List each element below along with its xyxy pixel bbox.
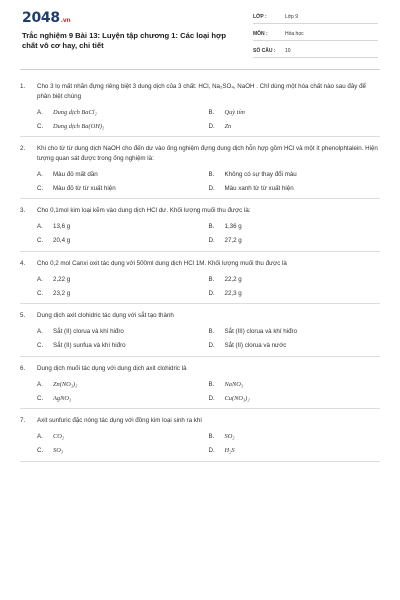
question-1 bbox=[20, 78, 380, 137]
question-text bbox=[20, 144, 380, 163]
answer-option[interactable] bbox=[37, 444, 209, 458]
option-text: 23,2 g bbox=[53, 289, 71, 297]
option-letter: C. bbox=[37, 394, 44, 402]
question-body: Cho 3 lọ mất nhãn đựng riêng biệt 3 dung dịch của 3 chất: HCl, Na₂SO₄, NaOH . Chỉ dùng một hóa chất nào sau đây để phân biệt chúng bbox=[37, 83, 366, 100]
answer-option[interactable] bbox=[209, 220, 381, 234]
question-number: 2. bbox=[20, 145, 26, 152]
answer-option[interactable] bbox=[209, 377, 381, 391]
meta-info bbox=[253, 11, 378, 62]
answer-option[interactable] bbox=[37, 286, 209, 300]
option-letter: A. bbox=[37, 275, 43, 283]
option-text: 13,6 g bbox=[53, 223, 71, 230]
answer-option[interactable] bbox=[209, 430, 381, 444]
option-text: Không có sự thay đổi màu bbox=[224, 170, 297, 178]
question-text bbox=[20, 206, 380, 216]
question-number: 4. bbox=[20, 259, 26, 267]
answer-option[interactable] bbox=[37, 234, 209, 248]
option-text: Cu(NO₃)₂ bbox=[224, 394, 250, 402]
option-letter: B. bbox=[208, 223, 215, 230]
option-letter: B. bbox=[208, 275, 215, 283]
option-letter: C. bbox=[37, 342, 44, 349]
option-text: Sắt (II) clorua và khí hiđro bbox=[53, 328, 124, 335]
answer-option[interactable] bbox=[209, 167, 381, 181]
question-number: 7. bbox=[20, 417, 26, 424]
option-text: NaNO₃ bbox=[224, 380, 244, 388]
question-7 bbox=[20, 409, 380, 462]
option-letter: B. bbox=[208, 108, 215, 116]
option-letter: C. bbox=[37, 447, 44, 454]
answer-option[interactable] bbox=[37, 220, 209, 234]
answer-option[interactable] bbox=[209, 444, 381, 458]
option-text: 22,3 g bbox=[224, 289, 242, 297]
header-divider bbox=[20, 69, 380, 70]
answer-options bbox=[20, 220, 380, 248]
option-letter: D. bbox=[208, 289, 215, 297]
question-number: 3. bbox=[20, 207, 26, 214]
answer-options bbox=[20, 167, 380, 195]
option-text: Dung dịch Ba(OH)₂ bbox=[53, 122, 105, 130]
option-letter: D. bbox=[208, 184, 215, 192]
question-6 bbox=[20, 357, 380, 410]
question-text bbox=[20, 82, 380, 101]
option-letter: A. bbox=[37, 223, 43, 230]
question-3 bbox=[20, 199, 380, 252]
question-body: Axit sunfuric đặc nóng tác dụng với đồng kim loại sinh ra khí bbox=[37, 417, 203, 424]
option-text: Quỳ tím bbox=[224, 108, 245, 116]
question-text bbox=[20, 311, 380, 321]
answer-option[interactable] bbox=[37, 272, 209, 286]
answer-option[interactable] bbox=[209, 234, 381, 248]
option-text: Màu xanh từ từ xuất hiện bbox=[224, 184, 294, 192]
option-letter: A. bbox=[37, 433, 43, 440]
option-text: Sắt (III) clorua và khí hiđro bbox=[224, 328, 298, 335]
answer-option[interactable] bbox=[209, 105, 381, 119]
question-2 bbox=[20, 137, 380, 199]
option-text: SO₂ bbox=[224, 433, 235, 440]
option-letter: A. bbox=[37, 380, 43, 388]
option-text: AgNO₃ bbox=[53, 394, 72, 402]
meta-key: SỐ CÂU : bbox=[253, 48, 276, 54]
option-text: Sắt (II) clorua và nước bbox=[224, 342, 287, 349]
question-5 bbox=[20, 304, 380, 357]
site-logo[interactable] bbox=[22, 10, 70, 26]
answer-options bbox=[20, 105, 380, 133]
option-letter: C. bbox=[37, 122, 44, 130]
option-letter: A. bbox=[37, 170, 43, 178]
option-letter: D. bbox=[208, 342, 215, 349]
answer-options bbox=[20, 430, 380, 458]
option-text: Zn(NO₃)₂ bbox=[53, 380, 78, 388]
option-letter: C. bbox=[37, 237, 44, 244]
question-text bbox=[20, 416, 380, 426]
answer-option[interactable] bbox=[37, 105, 209, 119]
answer-option[interactable] bbox=[37, 430, 209, 444]
option-text: CO₂ bbox=[53, 433, 65, 440]
meta-row-grade bbox=[253, 11, 378, 24]
option-letter: D. bbox=[208, 237, 215, 244]
page-title: Trắc nghiệm 9 Bài 13: Luyện tập chương 1: Các loại hợp chất vô cơ hay, chi tiết bbox=[22, 31, 227, 50]
question-number: 1. bbox=[20, 83, 26, 90]
question-number: 6. bbox=[20, 364, 26, 372]
answer-option[interactable] bbox=[209, 391, 381, 405]
option-letter: B. bbox=[208, 433, 215, 440]
meta-key: MÔN : bbox=[253, 31, 268, 37]
meta-row-count bbox=[253, 45, 378, 58]
option-text: H₂S bbox=[224, 447, 235, 454]
logo-suffix: .vn bbox=[60, 17, 71, 24]
option-letter: D. bbox=[208, 122, 215, 130]
answer-option[interactable] bbox=[209, 286, 381, 300]
option-text: 27,2 g bbox=[224, 237, 242, 244]
answer-option[interactable] bbox=[37, 377, 209, 391]
meta-value: 10 bbox=[285, 48, 291, 54]
answer-option[interactable] bbox=[37, 167, 209, 181]
meta-key: LỚP : bbox=[253, 14, 267, 20]
answer-option[interactable] bbox=[209, 181, 381, 195]
question-body: Khi cho từ từ dung dịch NaOH cho đến dư vào ống nghiệm đựng dung dịch hỗn hợp gồm HCl và một ít phenolphtalein. Hiện tượng quan sát được trong ống nghiệm là: bbox=[37, 145, 378, 162]
option-letter: B. bbox=[208, 328, 215, 335]
meta-row-subject bbox=[253, 28, 378, 41]
question-body: Cho 0,2 mol Canxi oxit tác dụng với 500ml dung dịch HCl 1M. Khối lượng muối thu được là bbox=[37, 259, 287, 267]
meta-value: Hóa học bbox=[285, 31, 304, 37]
answer-option[interactable] bbox=[209, 325, 381, 339]
answer-option[interactable] bbox=[37, 325, 209, 339]
meta-value: Lớp 9 bbox=[285, 14, 299, 20]
option-text: 20,4 g bbox=[53, 237, 71, 244]
answer-option[interactable] bbox=[37, 339, 209, 353]
question-4 bbox=[20, 252, 380, 305]
answer-option[interactable] bbox=[37, 391, 209, 405]
option-letter: D. bbox=[208, 447, 215, 454]
question-body: Dung dịch muối tác dụng với dung dịch axit clohidric là bbox=[37, 364, 187, 372]
option-letter: C. bbox=[37, 289, 44, 297]
option-letter: B. bbox=[208, 170, 215, 178]
question-list bbox=[0, 78, 400, 462]
answer-options bbox=[20, 325, 380, 353]
option-text: Sắt (II) sunfua và khí hiđro bbox=[53, 342, 126, 349]
answer-option[interactable] bbox=[37, 119, 209, 133]
answer-options bbox=[20, 272, 380, 300]
answer-options bbox=[20, 377, 380, 405]
option-text: 1,36 g bbox=[224, 223, 242, 230]
option-text: Zn bbox=[224, 122, 232, 130]
option-text: SO₃ bbox=[53, 447, 64, 454]
option-letter: D. bbox=[208, 394, 215, 402]
question-text bbox=[20, 364, 380, 374]
option-text: 2,22 g bbox=[53, 275, 71, 283]
logo-main: 2048 bbox=[22, 10, 60, 26]
option-text: Dung dịch BaCl₂ bbox=[53, 108, 97, 116]
question-number: 5. bbox=[20, 312, 26, 319]
answer-option[interactable] bbox=[209, 119, 381, 133]
answer-option[interactable] bbox=[209, 272, 381, 286]
option-letter: C. bbox=[37, 184, 44, 192]
question-body: Dung dịch axit clohidric tác dụng với sắt tạo thành bbox=[37, 312, 174, 319]
option-text: Màu đỏ từ từ xuất hiện bbox=[53, 184, 116, 192]
option-letter: A. bbox=[37, 328, 43, 335]
option-text: Màu đỏ mất dần bbox=[53, 170, 98, 178]
header bbox=[0, 0, 400, 64]
question-text bbox=[20, 259, 380, 269]
option-text: 22,2 g bbox=[224, 275, 242, 283]
answer-option[interactable] bbox=[37, 181, 209, 195]
answer-option[interactable] bbox=[209, 339, 381, 353]
option-letter: B. bbox=[208, 380, 215, 388]
question-body: Cho 0,1mol kim loại kẽm vào dung dịch HCl dư. Khối lượng muối thu được là: bbox=[37, 207, 251, 214]
option-letter: A. bbox=[37, 108, 43, 116]
